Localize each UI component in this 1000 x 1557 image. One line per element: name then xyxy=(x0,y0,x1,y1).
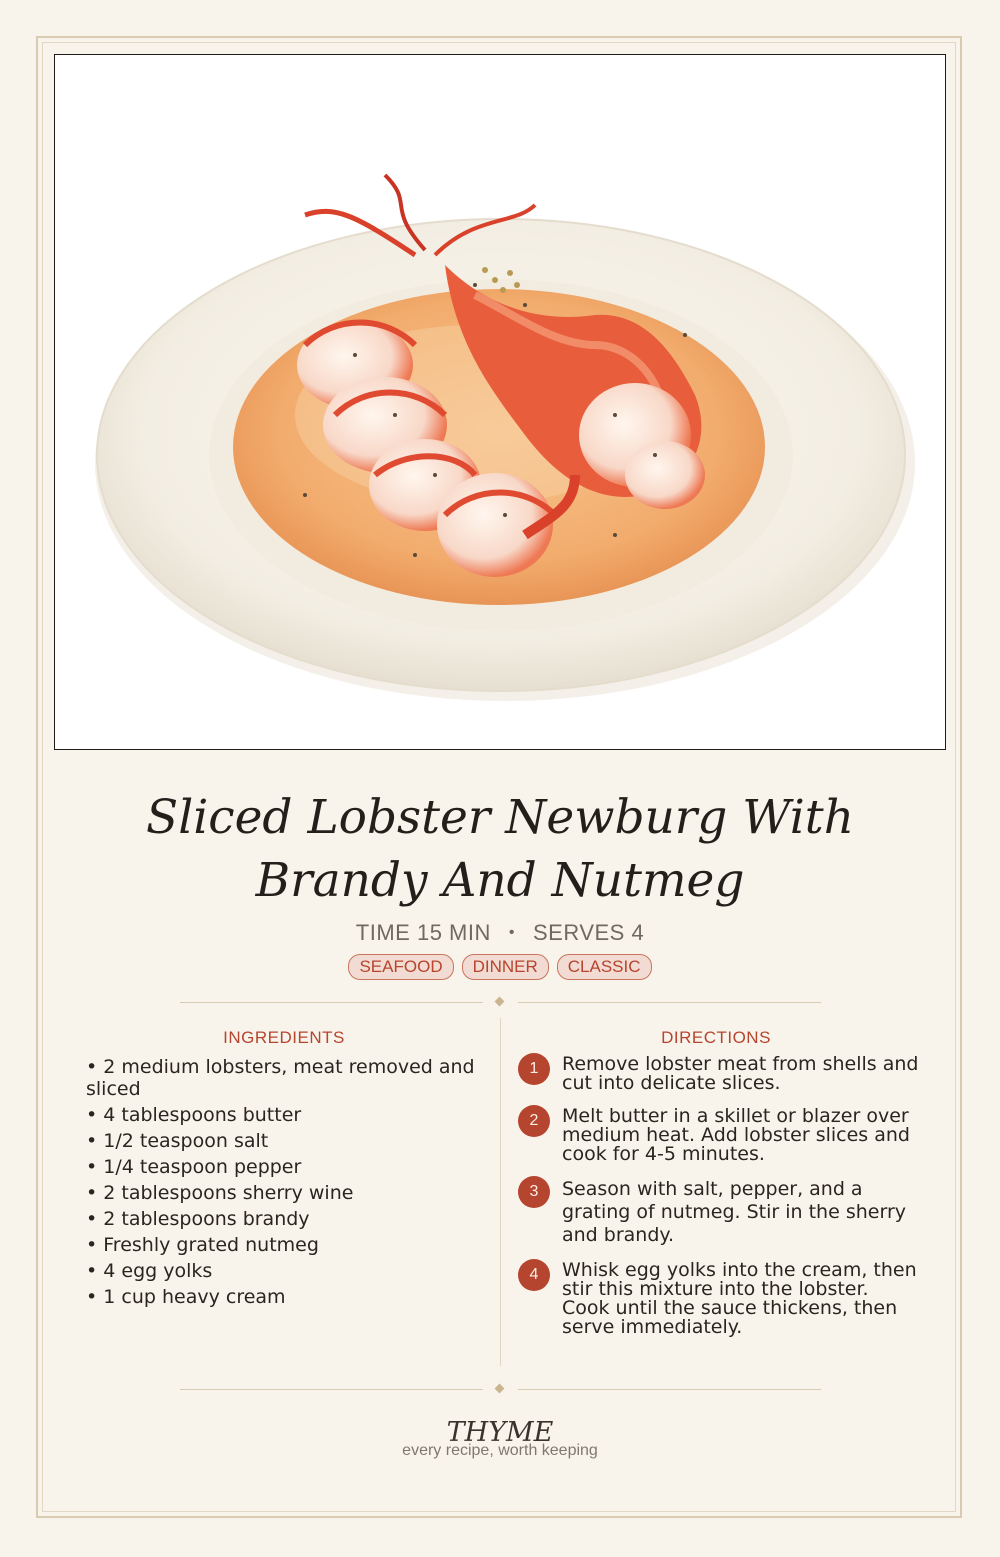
ingredient-item: • 4 egg yolks xyxy=(86,1260,486,1282)
ingredient-item: • Freshly grated nutmeg xyxy=(86,1234,486,1256)
recipe-meta xyxy=(0,920,1000,946)
ingredient-item: • 1/4 teaspoon pepper xyxy=(86,1156,486,1178)
divider-right xyxy=(518,1389,821,1390)
step-number-badge: 2 xyxy=(518,1105,550,1137)
tag-classic[interactable]: CLASSIC xyxy=(557,954,652,980)
ingredient-item: • 1 cup heavy cream xyxy=(86,1286,486,1308)
dish-illustration xyxy=(54,54,946,750)
step-number-badge: 4 xyxy=(518,1259,550,1291)
ingredients-heading: INGREDIENTS xyxy=(223,1028,345,1047)
cook-time: TIME 15 MIN xyxy=(355,920,491,945)
step-number-badge: 1 xyxy=(518,1053,550,1085)
ingredient-item: • 2 medium lobsters, meat removed and sliced xyxy=(86,1056,486,1100)
ingredients-list xyxy=(86,1056,486,1312)
divider-left xyxy=(180,1389,483,1390)
tag-seafood[interactable]: SEAFOOD xyxy=(348,954,453,980)
ingredient-item: • 2 tablespoons sherry wine xyxy=(86,1182,486,1204)
brand-tagline: every recipe, worth keeping xyxy=(402,1442,598,1459)
step-number-badge: 3 xyxy=(518,1176,550,1208)
directions-heading: DIRECTIONS xyxy=(661,1028,771,1047)
brand-logo: THYME xyxy=(446,1417,554,1448)
servings: SERVES 4 xyxy=(532,920,645,945)
divider-right xyxy=(518,1002,821,1003)
tag-list xyxy=(0,954,1000,980)
divider-left xyxy=(180,1002,483,1003)
tag-dinner[interactable]: DINNER xyxy=(462,954,549,980)
meta-separator: • xyxy=(508,924,515,941)
step-text: Melt butter in a skillet or blazer over medium heat. Add lobster slices and cook for 4-5 minutes. xyxy=(562,1105,910,1165)
step-text: Remove lobster meat from shells and cut into delicate slices. xyxy=(562,1053,919,1094)
step-text: Season with salt, pepper, and a grating of nutmeg. Stir in the sherry and brandy. xyxy=(562,1178,906,1246)
ingredient-item: • 1/2 teaspoon salt xyxy=(86,1130,486,1152)
column-divider xyxy=(500,1018,501,1366)
ingredient-item: • 4 tablespoons butter xyxy=(86,1104,486,1126)
ingredient-item: • 2 tablespoons brandy xyxy=(86,1208,486,1230)
recipe-title: Sliced Lobster Newburg With Brandy And Nutmeg xyxy=(146,790,854,908)
step-text: Whisk egg yolks into the cream, then stir this mixture into the lobster. Cook until the sauce thickens, then serve immediately. xyxy=(562,1259,917,1338)
